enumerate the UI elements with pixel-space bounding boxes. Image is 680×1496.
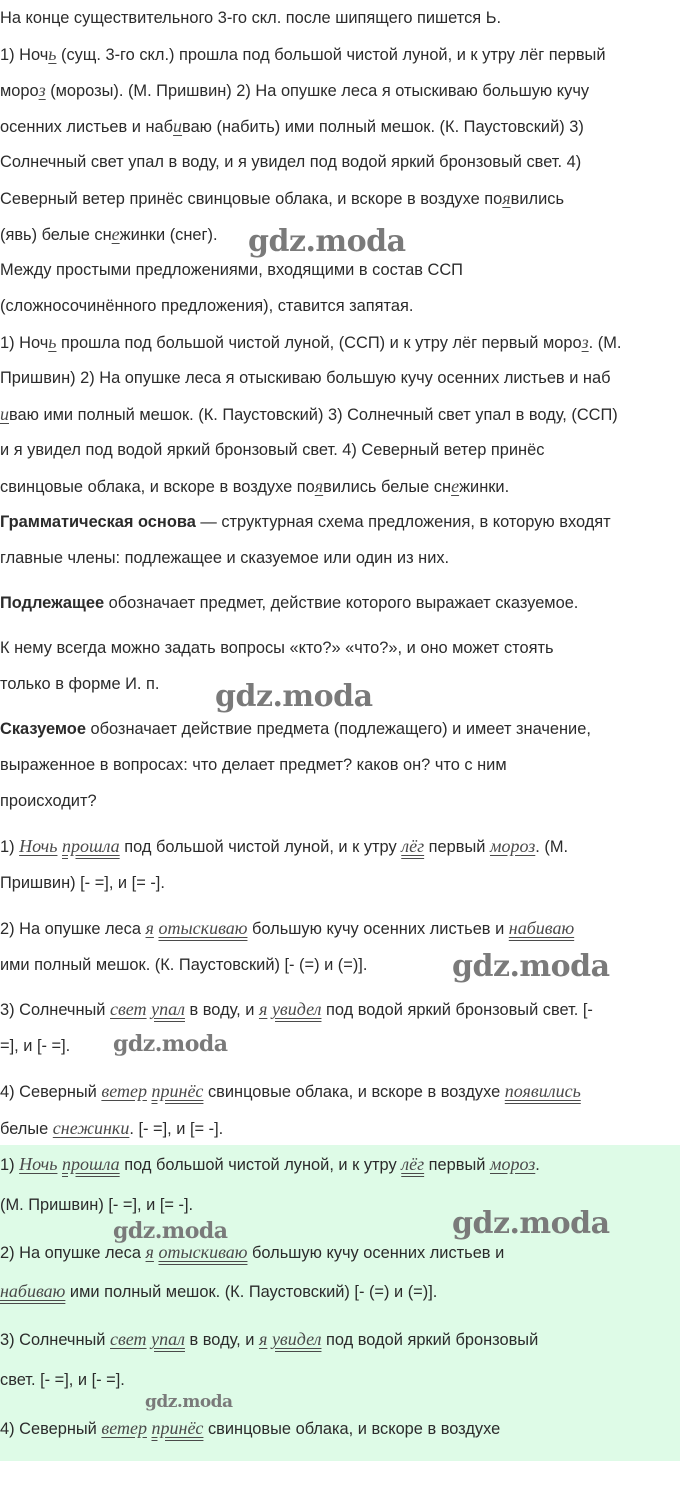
text-line: [0, 1154, 540, 1175]
text-segment: ваю (набить) ими полный мешок. (К. Паустовский) 3): [182, 118, 584, 136]
text-segment: (морозы). (М. Пришвин) 2) На опушке леса я отыскиваю большую кучу: [45, 82, 590, 100]
marked-text: упал: [151, 1329, 185, 1349]
marked-text: и: [0, 404, 9, 424]
text-segment: под водой яркий бронзовый: [321, 1331, 539, 1349]
text-line: [0, 1118, 223, 1139]
text-segment: вились белые сн: [323, 478, 452, 496]
marked-text: з: [38, 80, 46, 100]
text-segment: обозначает действие предмета (подлежащего) и имеет значение,: [85, 720, 591, 738]
text-segment: 1) Ноч: [0, 46, 49, 64]
marked-text: я: [145, 1242, 154, 1262]
text-line: [0, 593, 578, 613]
text-segment: — структурная схема предложения, в которую входят: [195, 513, 611, 531]
watermark-logo: gdz.moda: [452, 948, 610, 984]
text-segment: 1): [0, 1156, 20, 1174]
text-segment: большую кучу осенних листьев и: [247, 920, 509, 938]
text-segment: прошла под большой чистой луной, (ССП) и к утру лёг первый моро: [56, 334, 582, 352]
text-line: [0, 1329, 538, 1350]
text-line: [0, 512, 611, 532]
watermark-logo: gdz.moda: [248, 223, 406, 259]
text-segment: . (М.: [588, 334, 622, 352]
marked-text: увидел: [271, 1329, 322, 1349]
text-segment: ваю ими полный мешок. (К. Паустовский) 3) Солнечный свет упал в воду, (ССП): [9, 406, 618, 424]
text-line: [0, 918, 574, 939]
text-segment: под большой чистой луной, и к утру: [119, 838, 402, 856]
marked-text: увидел: [271, 999, 322, 1019]
text-segment: =], и [- =].: [0, 1037, 71, 1055]
text-segment: 1): [0, 838, 20, 856]
text-segment: первый: [424, 1156, 490, 1174]
text-line: [0, 1036, 70, 1056]
text-line: [0, 116, 584, 137]
text-segment: 3) Солнечный: [0, 1001, 110, 1019]
text-line: [0, 674, 159, 694]
watermark-logo: gdz.moda: [215, 678, 373, 714]
text-segment: К нему всегда можно задать вопросы «кто?» «что?», и оно может стоять: [0, 639, 554, 657]
text-line: [0, 1370, 125, 1390]
watermark-logo: gdz.moda: [145, 1391, 233, 1412]
text-segment: первый: [424, 838, 490, 856]
text-segment: .: [535, 1156, 540, 1174]
highlight-panel: [0, 1145, 680, 1461]
marked-text: ветер: [101, 1081, 147, 1101]
text-segment: большую кучу осенних листьев и: [247, 1244, 505, 1262]
marked-text: е: [451, 476, 460, 496]
marked-text: прошла: [62, 836, 120, 856]
marked-text: Ночь: [19, 836, 58, 856]
marked-text: свет: [110, 1329, 147, 1349]
marked-text: Подлежащее: [0, 594, 105, 612]
text-line: [0, 332, 621, 353]
text-line: [0, 44, 605, 65]
text-segment: 2) На опушке леса: [0, 920, 146, 938]
text-segment: белые: [0, 1120, 53, 1138]
marked-text: принёс: [151, 1081, 204, 1101]
text-segment: главные члены: подлежащее и сказуемое или один из них.: [0, 549, 450, 567]
text-line: [0, 188, 564, 209]
text-line: [0, 296, 413, 316]
text-segment: Пришвин) 2) На опушке леса я отыскиваю большую кучу осенних листьев и наб: [0, 369, 611, 387]
text-line: [0, 152, 581, 172]
marked-text: набиваю: [508, 918, 575, 938]
marked-text: мороз: [489, 836, 536, 856]
marked-text: лёг: [401, 1154, 425, 1174]
marked-text: з: [581, 332, 589, 352]
text-segment: выраженное в вопросах: что делает предмет? каков он? что с ним: [0, 756, 507, 774]
marked-text: лёг: [401, 836, 425, 856]
text-segment: свет. [- =], и [- =].: [0, 1371, 125, 1389]
text-line: [0, 955, 367, 975]
text-segment: только в форме И. п.: [0, 675, 160, 693]
text-segment: (явь) белые сн: [0, 226, 112, 244]
text-segment: жинки.: [459, 478, 510, 496]
text-segment: 3) Солнечный: [0, 1331, 110, 1349]
text-segment: вились: [510, 190, 564, 208]
text-segment: в воду, и: [184, 1331, 259, 1349]
text-segment: обозначает предмет, действие которого выражает сказуемое.: [104, 594, 579, 612]
text-line: [0, 638, 554, 658]
text-line: [0, 404, 618, 425]
text-line: [0, 1081, 581, 1102]
marked-text: ь: [48, 44, 57, 64]
text-segment: 1) Ноч: [0, 334, 49, 352]
marked-text: е: [111, 224, 120, 244]
text-line: [0, 836, 568, 857]
text-line: [0, 476, 509, 497]
text-segment: под водой яркий бронзовый свет. [-: [321, 1001, 593, 1019]
text-line: [0, 999, 593, 1020]
text-segment: и я увидел под водой яркий бронзовый свет. 4) Северный ветер принёс: [0, 441, 545, 459]
marked-text: Грамматическая основа: [0, 513, 196, 531]
text-line: [0, 1281, 437, 1302]
marked-text: Сказуемое: [0, 720, 86, 738]
text-segment: (сложносочинённого предложения), ставится запятая.: [0, 297, 414, 315]
marked-text: и: [173, 116, 183, 136]
text-segment: под большой чистой луной, и к утру: [119, 1156, 402, 1174]
text-segment: 4) Северный: [0, 1420, 102, 1438]
marked-text: я: [502, 188, 511, 208]
text-segment: происходит?: [0, 792, 97, 810]
text-segment: . (М.: [535, 838, 569, 856]
text-line: [0, 440, 544, 460]
text-segment: ими полный мешок. (К. Паустовский) [- (=) и (=)].: [0, 956, 368, 974]
marked-text: мороз: [489, 1154, 536, 1174]
watermark-logo: gdz.moda: [452, 1205, 610, 1241]
marked-text: набиваю: [0, 1281, 66, 1301]
marked-text: свет: [110, 999, 147, 1019]
text-segment: (сущ. 3-го скл.) прошла под большой чистой луной, и к утру лёг первый: [56, 46, 606, 64]
marked-text: ь: [48, 332, 57, 352]
text-segment: 4) Северный: [0, 1083, 102, 1101]
marked-text: принёс: [151, 1418, 204, 1438]
marked-text: я: [145, 918, 154, 938]
text-segment: моро: [0, 82, 39, 100]
text-line: [0, 755, 507, 775]
marked-text: отыскиваю: [158, 918, 248, 938]
text-segment: в воду, и: [184, 1001, 259, 1019]
marked-text: я: [314, 476, 324, 496]
text-line: [0, 368, 610, 388]
text-line: [0, 8, 501, 28]
text-segment: свинцовые облака, и вскоре в воздухе по: [0, 478, 315, 496]
text-line: [0, 873, 165, 893]
marked-text: отыскиваю: [158, 1242, 248, 1262]
watermark-logo: gdz.moda: [113, 1030, 228, 1057]
text-line: [0, 791, 97, 811]
marked-text: прошла: [62, 1154, 120, 1174]
text-line: [0, 224, 218, 245]
text-segment: свинцовые облака, и вскоре в воздухе: [203, 1420, 501, 1438]
text-segment: ими полный мешок. (К. Паустовский) [- (=) и (=)].: [65, 1283, 438, 1301]
text-segment: жинки (снег).: [119, 226, 218, 244]
text-segment: 2) На опушке леса: [0, 1244, 146, 1262]
text-line: [0, 548, 449, 568]
text-segment: свинцовые облака, и вскоре в воздухе: [203, 1083, 505, 1101]
text-segment: (М. Пришвин) [- =], и [= -].: [0, 1196, 194, 1214]
text-line: [0, 80, 589, 101]
text-line: [0, 260, 463, 280]
text-line: [0, 719, 591, 739]
marked-text: я: [259, 999, 268, 1019]
marked-text: упал: [151, 999, 185, 1019]
text-segment: . [- =], и [= -].: [129, 1120, 224, 1138]
text-segment: Между простыми предложениями, входящими в состав ССП: [0, 261, 463, 279]
text-segment: осенних листьев и наб: [0, 118, 174, 136]
marked-text: ветер: [101, 1418, 147, 1438]
text-line: [0, 1418, 500, 1439]
text-line: [0, 1195, 193, 1215]
text-segment: На конце существительного 3-го скл. после шипящего пишется Ь.: [0, 9, 502, 27]
text-segment: Пришвин) [- =], и [= -].: [0, 874, 165, 892]
text-segment: Северный ветер принёс свинцовые облака, и вскоре в воздухе по: [0, 190, 503, 208]
text-line: [0, 1242, 504, 1263]
marked-text: появились: [504, 1081, 581, 1101]
watermark-logo: gdz.moda: [113, 1217, 228, 1244]
text-segment: Солнечный свет упал в воду, и я увидел под водой яркий бронзовый свет. 4): [0, 153, 582, 171]
marked-text: снежинки: [52, 1118, 130, 1138]
marked-text: Ночь: [19, 1154, 58, 1174]
marked-text: я: [259, 1329, 268, 1349]
